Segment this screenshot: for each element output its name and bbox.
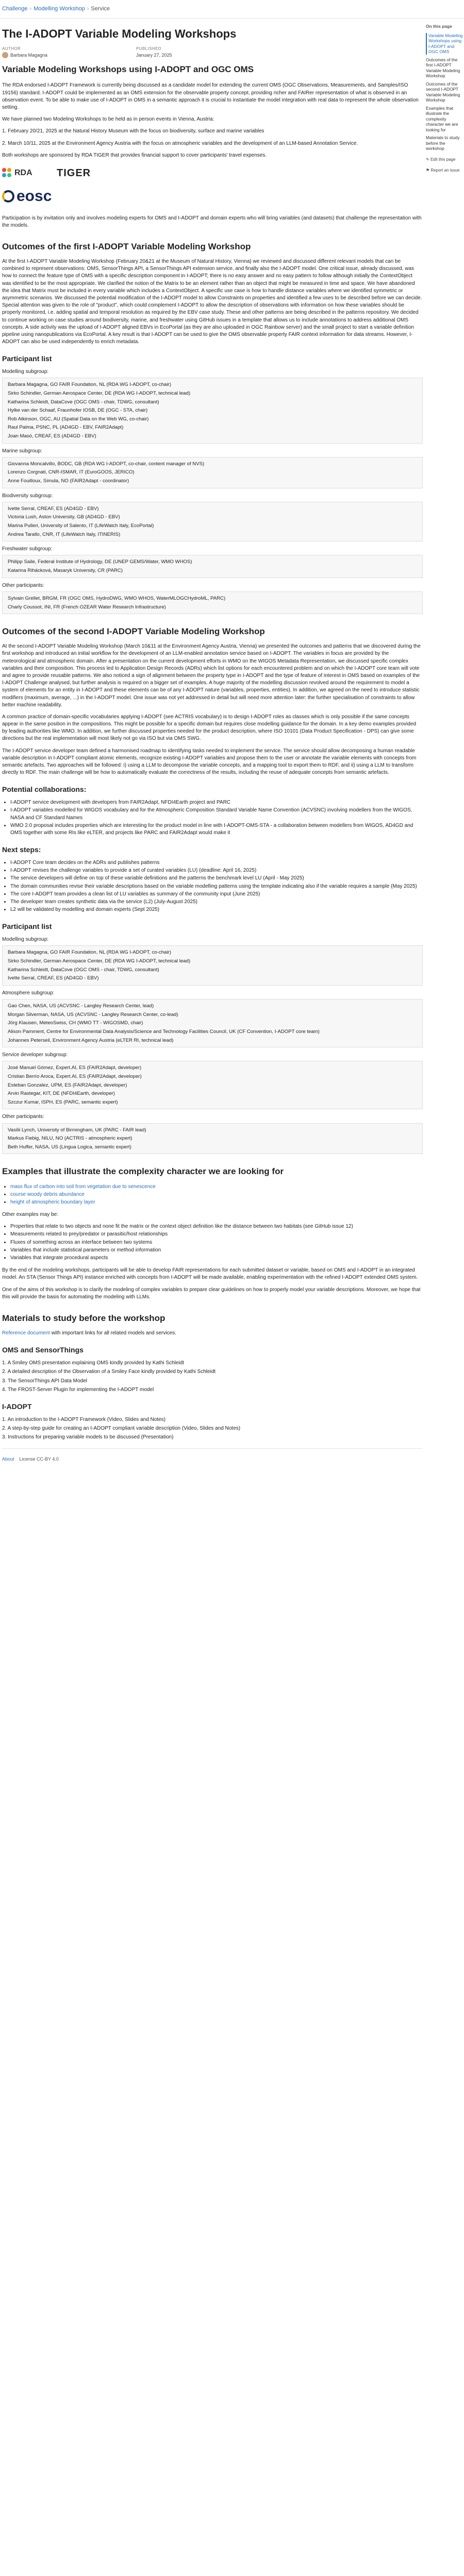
- participants-title: Participant list: [2, 354, 52, 363]
- intro-paragraph: Both workshops are sponsored by RDA TIGER that provides financial support to cover participants' travel expenses.: [2, 152, 267, 158]
- section-title-examples: Examples that illustrate the complexity character we are looking for: [2, 1166, 284, 1177]
- list-item: Beth Huffer, NASA, US (Lingua Logica, semantic expert): [8, 1144, 131, 1150]
- list-item: Charly Coussot, INI, FR (French OZEAR Water Research Infrastructure): [8, 604, 166, 610]
- intro-paragraph: The RDA endorsed I-ADOPT Framework is currently being discussed as a candidate model for extending the current OMS (OGC Observations, Measurements, and Samples/ISO 19156) standard. I-ADOPT could be implemented as an OMS extension for the observable property concept, providing richer and FAIRer representation of what is observed in an observation event. To be able to make use of I-ADOPT in OMS in a semantic approach it is crucial to instantiate the model integration with real data to represent the whole observation setting.: [2, 82, 419, 111]
- list-item: Johannes Peterseil, Environment Agency Austria (eLTER RI, technical lead): [8, 1037, 174, 1043]
- list-item: Ivette Serral, CREAF, ES (AD4GD - EBV): [8, 505, 99, 512]
- avatar: [2, 52, 8, 58]
- other-participants-list: [2, 1123, 423, 1155]
- list-item: • Measurements related to prey/predator or parasitic/host relationships: [10, 1231, 423, 1238]
- iadopt-title: I-ADOPT: [2, 1402, 32, 1411]
- list-item: Katarina Rihácková, Masaryk University, CR (PARC): [8, 568, 123, 574]
- marine-subgroup-label: Marine subgroup:: [2, 448, 42, 454]
- examples-list: [2, 1223, 423, 1262]
- list-item: Katharina Schleidt, DataCove (OGC OMS - chair, TDWG, consultant): [8, 399, 159, 405]
- list-item: • I-ADOPT service development with developers from FAIR2Adapt, NFDI4Earth project and PARC: [10, 799, 423, 806]
- collaborations-list: [2, 799, 423, 837]
- example-link[interactable]: height of atmospheric boundary layer: [10, 1199, 95, 1205]
- next-steps-list: [2, 859, 423, 913]
- outcomes-first-paragraph: At the first I-ADOPT Variable Modeling Workshop (February 20&21 at the Museum of Natural History, Vienna) we reviewed and discussed different relevant models that can be combined to represent observations: OMS, SensorThings API, a SensorThings API extension service, and finally also the I-ADOPT model. One critical issue, already discussed, was how to connect the feature type of OMS with a specific description component in I-ADOPT; there is no easy answer and no easy pattern to follow although initially the ContextObject was identified to be the most appropriate. We clarified the notion of the Matrix to be an element rather than an object that might be measured in time and space. We have abandoned the idea that Matrix must be included in every variable which includes a ContextObject. A specific use case is how to handle distance variables where we identified symmetric or asymmetric scenarios. We discussed the potential modification of the I-ADOPT model to allow Constraints on properties and identified a few uses to be described before we can decide. Special attention was given to the role of "product", which could complement I-ADOPT to allow the description of observations with information on how these variables should be properly monitored, i.e. adding spatial and temporal resolution as required by the EBV case study. These and other patterns are being described in the patterns repository. We decided to continue working on case studies around biodiversity, marine, and freshwater using GitHub issues in a template that allows us to include annotations to address additional OMS concepts. A side activity was the upload of I-ADOPT aligned EBVs in EcoPortal (as they are also uploaded in OGC Rainbow server) and the small project to start a variable definition pipeline using nanopublications via EcoPortal. A key result is that I-ADOPT can be used to give the OMS observable property FAIR context information for data streams. However, I-ADOPT can also be used independently to enrich metadata.: [2, 259, 422, 345]
- article: [0, 19, 423, 1463]
- list-item[interactable]: 3. Instructions for preparing variable models to be discussed (Presentation): [2, 1434, 174, 1440]
- list-item: Sylvain Grellet, BRGM, FR (OGC OMS, HydroDWG, WMO WHOS, WaterMLOGCHydroML, PARC): [8, 595, 226, 601]
- list-item: Philipp Saile, Federal Institute of Hydrology, DE (UNEP GEMS/Water, WMO WHOS): [8, 559, 192, 565]
- list-item: Raul Palma, PSNC, PL (AD4GD - EBV, FAIR2Adapt): [8, 425, 124, 431]
- breadcrumb-separator: ›: [29, 5, 32, 12]
- freshwater-subgroup-label: Freshwater subgroup:: [2, 546, 53, 552]
- service-subgroup-label: Service developer subgroup:: [2, 1052, 68, 1058]
- footer: [2, 1456, 423, 1463]
- modelling-subgroup-list: [2, 378, 423, 443]
- sponsor-logos: [2, 164, 423, 208]
- examples-intro: Other examples may be:: [2, 1212, 58, 1218]
- list-item: • I-ADOPT Core team decides on the ADRs and publishes patterns: [10, 859, 423, 867]
- list-item: • Variables that integrate procedural aspects: [10, 1255, 423, 1262]
- article-meta: [2, 46, 423, 58]
- workshop-date-1: 1. February 20/21, 2025 at the Natural History Museum with the focus on biodiversity, surface and marine variables: [2, 128, 264, 134]
- participants-title: Participant list: [2, 922, 52, 931]
- modelling-subgroup-list: [2, 945, 423, 985]
- list-item: Andrea Tarallo, CNR, IT (LifeWatch Italy, ITINERIS): [8, 531, 121, 537]
- list-item: Anne Fouilloux, Simula, NO (FAIR2Adapt - coordinator): [8, 478, 129, 484]
- list-item: José Manuel Gómez, Expert.AI, ES (FAIR2Adapt, developer): [8, 1065, 142, 1071]
- license-text: License CC-BY 4.0: [19, 1456, 59, 1462]
- published-date: January 27, 2025: [136, 52, 172, 58]
- modelling-subgroup-label: Modelling subgroup:: [2, 937, 49, 943]
- published-label: PUBLISHED: [136, 46, 161, 52]
- list-item: Victoria Lush, Aston University, GB (AD4GD - EBV): [8, 514, 120, 520]
- reference-document-link[interactable]: Reference document: [2, 1330, 50, 1336]
- other-participants-label: Other participants:: [2, 582, 44, 588]
- tiger-logo: TIGER: [57, 167, 91, 179]
- list-item: Rob Atkinson, OGC, AU (Spatial Data on the Web WG, co-chair): [8, 416, 149, 422]
- list-item: Morgan Silverman, NASA, US (ACVSNC - Langley Research Center, co-lead): [8, 1011, 178, 1018]
- service-subgroup-list: [2, 1061, 423, 1109]
- list-item: • Properties that relate to two objects and none fit the matrix or the context object definition like the distance between two habitats (see GitHub issue 12): [10, 1223, 423, 1230]
- marine-subgroup-list: [2, 457, 423, 488]
- workshop-date-2: 2. March 10/11, 2025 at the Environment Agency Austria with the focus on atmospheric variables and the development of an LLM-based Annotation Service.: [2, 140, 358, 146]
- outcomes-second-paragraph: A common practice of domain-specific vocabularies applying I-ADOPT (see ACTRIS vocabulary) is to design I-ADOPT roles as classes which is only possible if the same concepts appear in the same position in the compositions. This might be possible for a specific domain but requires close modelling guidance for the domain. In a key demo examples provided by leading authorities like WMO. In addition, we further discussed properties needed for the product description, where ISO 10101 (Data Product Specification - DPS) can give some directions but the real implementation will most likely not go via ISO but via OMS SWG.: [2, 714, 417, 742]
- collaborations-title: Potential collaborations:: [2, 785, 87, 794]
- section-title-materials: Materials to study before the workshop: [2, 1313, 165, 1323]
- toc-item-examples[interactable]: Examples that illustrate the complexity character we are looking for: [426, 105, 458, 132]
- toc-item-variable-modeling[interactable]: Variable Modeling Workshops using I-ADOPT and OGC OMS: [426, 33, 464, 55]
- list-item: • The domain communities revise their variable descriptions based on the variable modelling patterns using the template indicating also if the variable requires a sample (May 2025): [10, 883, 423, 890]
- breadcrumb-service[interactable]: Service: [91, 5, 110, 12]
- biodiversity-subgroup-list: [2, 502, 423, 541]
- list-item[interactable]: 1. An introduction to the I-ADOPT Framework (Video, Slides and Notes): [2, 1416, 166, 1422]
- toc-item-outcomes-second[interactable]: Outcomes of the second I-ADOPT Variable Modeling Workshop: [426, 81, 460, 103]
- next-steps-title: Next steps:: [2, 845, 41, 854]
- list-item: Barbara Magagna, GO FAIR Foundation, NL (RDA WG I-ADOPT, co-chair): [8, 950, 171, 956]
- toc-item-outcomes-first[interactable]: Outcomes of the first I-ADOPT Variable Modeling Workshop: [426, 57, 460, 79]
- eosc-logo: eosc: [2, 185, 423, 208]
- list-item: Esteban Gonzalez, UPM, ES (FAIR2Adapt, developer): [8, 1082, 127, 1088]
- breadcrumb-separator: ›: [87, 5, 89, 12]
- materials-intro: [2, 1330, 423, 1337]
- author-label: AUTHOR: [2, 46, 21, 52]
- list-item: • I-ADOPT revises the challenge variables to provide a set of curated variables (LU) (deadline: April 16, 2025): [10, 867, 423, 874]
- list-item: Giovanna Moncalvillo, BODC, GB (RDA WG I-ADOPT, co-chair, content manager of NVS): [8, 461, 205, 467]
- examples-paragraph: One of the aims of this workshop is to clarify the modeling of complex variables to prepare clear guidelines on how to properly model your variable descriptions. Moreover, we hope that this will provide the basis for automating the modeling with LLMs.: [2, 1286, 421, 1300]
- biodiversity-subgroup-label: Biodiversity subgroup:: [2, 493, 53, 499]
- list-item: • L2 will be validated by modelling and domain experts (Sept 2025): [10, 906, 423, 913]
- list-item: • I-ADOPT variables modelled for WIGOS vocabulary and for the Atmospheric Composition Standard Variable Name Convention (ACVSNC) involving modellers from the WIGOS, NASA and CF Standard Names: [10, 807, 423, 821]
- breadcrumb-challenge[interactable]: Challenge: [2, 5, 28, 12]
- list-item: Arvin Rastegar, KIT, DE (NFDI4Earth, developer): [8, 1091, 115, 1097]
- atmosphere-subgroup-list: [2, 999, 423, 1047]
- breadcrumb: [0, 0, 464, 19]
- list-item: Marina Pulleri, University of Salento, IT (LifeWatch Italy, EcoPortal): [8, 523, 154, 529]
- toc-title: On this page: [426, 24, 452, 29]
- list-item: • Fluxes of something across an interface between two systems: [10, 1239, 423, 1246]
- example-links: [2, 1183, 423, 1207]
- outcomes-second-paragraph: At the second I-ADOPT Variable Modeling Workshop (March 10&11 at the Environment Agency Austria, Vienna) we presented the outcomes and patterns that we discovered during the first workshop and introduced an initial workflow for the development of an LLM-enabled annotation service based on I-ADOPT. The variables in focus are provided by the meteorological and atmospheric domain. After a presentation on the current development efforts in WMO on the WIGOS Metadata Representation, we discussed specific complex variables and their composition. This process led to Application Design Records (ADRs) which list options for each encountered problem and on which the I-ADOPT core team will vote and agree to provide reusable patterns. We also noticed a sign of alignment between the property type in I-ADOPT and the type of feature of interest in OMS based on examples of the I-ADOPT Challenge analysed, but further analysis is required on a bigger set of examples. A huge majority of the modelling discussion revolved around the requirement to model a system of elements for an entity in I-ADOPT and these elements can be of any I-ADOPT nature (variables, properties, entities). In addition, we agreed on the need to introduce statistic modifiers (maximum, average, ...) in the I-ADOPT model. One issue was not yet addressed in detail but will need more attention later: the further specialisation of constraints to allow better machine readability.: [2, 643, 421, 708]
- list-item: Gao Chen, NASA, US (ACVSNC - Langley Research Center, lead): [8, 1003, 154, 1009]
- other-participants-label: Other participants:: [2, 1114, 44, 1120]
- list-item: Barbara Magagna, GO FAIR Foundation, NL (RDA WG I-ADOPT, co-chair): [8, 382, 171, 388]
- example-link[interactable]: course woody debris abundance: [10, 1191, 85, 1197]
- table-of-contents: [426, 24, 464, 174]
- list-item: Alison Pamment, Centre for Environmental Data Analysis/Science and Technology Facilities Council, UK (CF Convention, I-ADOPT core team): [8, 1028, 320, 1035]
- oms-title: OMS and SensorThings: [2, 1346, 84, 1354]
- list-item: • Variables that include statistical parameters or method information: [10, 1247, 423, 1254]
- rda-logo: RDA: [2, 164, 49, 182]
- list-item: • The service developers will define on top of these variable definitions and the patterns the benchmark level LU (April - May 2025): [10, 875, 423, 882]
- list-item: • WMO 2.0 proposal includes properties which are interesting for the product model in line with I-ADOPT-OMS-STA - a collaboration between modellers from WIGOS, AD4GD and OMS together with some RIs like eLTER, and projects like PARC and FAIR2Adapt would make it: [10, 822, 423, 837]
- toc-item-materials[interactable]: Materials to study before the workshop: [426, 135, 460, 151]
- author-name: Barbara Magagna: [10, 52, 48, 58]
- modelling-subgroup-label: Modelling subgroup:: [2, 369, 49, 375]
- examples-paragraph: By the end of the modeling workshops, participants will be able to develop FAIR representations for each submitted dataset or variable, based on OMS and I-ADOPT in an integrated model. An STA (Sensor Things API) instance enriched with concepts from I-ADOPT will be made available, enabling experimentation with the refined I-ADOPT extended OMS system.: [2, 1267, 418, 1281]
- example-link[interactable]: mass flux of carbon into soil from vegetation due to senescence: [10, 1183, 156, 1190]
- list-item: Sirko Schindler, German Aerospace Center, DE (RDA WG I-ADOPT, technical lead): [8, 391, 191, 396]
- iadopt-materials-list: [2, 1416, 423, 1442]
- about-link[interactable]: About: [2, 1456, 14, 1462]
- list-item: Sirko Schindler, German Aerospace Center, DE (RDA WG I-ADOPT, technical lead): [8, 958, 191, 964]
- breadcrumb-modelling-workshop[interactable]: Modelling Workshop: [34, 5, 85, 12]
- list-item: Katharina Schleidt, DataCove (OGC OMS - chair, TDWG, consultant): [8, 967, 159, 973]
- section-title-outcomes-first: Outcomes of the first I-ADOPT Variable Modeling Workshop: [2, 241, 251, 251]
- freshwater-subgroup-list: [2, 555, 423, 578]
- outcomes-second-paragraph: The I-ADOPT service developer team defined a harmonised roadmap to identifying tasks needed to implement the service. The service should allow decomposing a human readable variable description in I-ADOPT compliant atomic elements, recognize existing I-ADOPT variables and propose them to the user or annotate the variable elements with concepts from semantic artefacts. Two approaches will be followed: i) using a LLM to decompose the variable concepts, and a mapping tool to export them to RDF, and ii) using a LLM to transform directly to RDF. The main challenge will be how to automatically evaluate the correctness of the results, including the reuse of adequate concepts from semantic artefacts.: [2, 748, 417, 776]
- list-item[interactable]: 2. A step-by-step guide for creating an I-ADOPT compliant variable description (Video, Slides and Notes): [2, 1425, 241, 1431]
- list-item: Lorenzo Corgnati, CNR-ISMAR, IT (EuroGOOS, JERICO): [8, 469, 135, 476]
- list-item: Hylke van der Schaaf, Fraunhofer IOSB, DE (OGC - STA, chair): [8, 408, 148, 414]
- divider: [2, 1448, 423, 1449]
- list-item: Cristian Berrío Aroca, Expert.AI, ES (FAIR2Adapt, developer): [8, 1073, 142, 1079]
- other-participants-list: [2, 591, 423, 614]
- oms-materials-list: [2, 1360, 423, 1394]
- report-issue-link[interactable]: ⚑ Report an issue: [426, 168, 460, 173]
- section-title-variable-modeling: Variable Modeling Workshops using I-ADOPT and OGC OMS: [2, 64, 254, 75]
- page-title: The I-ADOPT Variable Modeling Workshops: [2, 27, 237, 40]
- list-item[interactable]: 3. The SensorThings API Data Model: [2, 1378, 87, 1384]
- list-item: Ivette Serral, CREAF, ES (AD4GD - EBV): [8, 975, 99, 981]
- list-item[interactable]: 1. A Smiley OMS presentation explaining OMS kindly provided by Kathi Schleidt: [2, 1360, 184, 1366]
- section-title-outcomes-second: Outcomes of the second I-ADOPT Variable Modeling Workshop: [2, 626, 265, 637]
- list-item: Joan Masó, CREAF, ES (AD4GD - EBV): [8, 433, 96, 439]
- materials-intro-text: with important links for all related models and services.: [51, 1330, 176, 1336]
- list-item: Vasilii Lynch, University of Birmingham, UK (PARC - FAIR lead): [8, 1127, 146, 1133]
- list-item: Szczur Kumar, ISPH, ES (PARC, semantic expert): [8, 1099, 118, 1105]
- list-item[interactable]: 2. A detailed description of the Observation of a Smiley Face kindly provided by Kathi Schleidt: [2, 1369, 216, 1375]
- list-item: Markus Fiebig, NILU, NO (ACTRIS - atmospheric expert): [8, 1136, 132, 1142]
- edit-page-link[interactable]: ✎ Edit this page: [426, 157, 456, 162]
- intro-paragraph: Participation is by invitation only and involves modeling experts for OMS and I-ADOPT and domain experts who will bring variables (and datasets) that challenge the representation with the models.: [2, 215, 422, 228]
- list-item: • The developer team creates synthetic data via the service (L2) (July-August 2025): [10, 899, 423, 906]
- list-item: • The core I-ADOPT team provides a clean list of LU variables as summary of the community input (June 2025): [10, 891, 423, 898]
- intro-paragraph: We have planned two Modeling Workshops to be held as in person events in Vienna, Austria:: [2, 116, 214, 123]
- list-item: Jörg Klausen, MeteoSwiss, CH (WMO TT - WIGOSMD, chair): [8, 1020, 143, 1026]
- list-item[interactable]: 4. The FROST-Server Plugin for implementing the I-ADOPT model: [2, 1386, 154, 1393]
- atmosphere-subgroup-label: Atmosphere subgroup:: [2, 990, 55, 996]
